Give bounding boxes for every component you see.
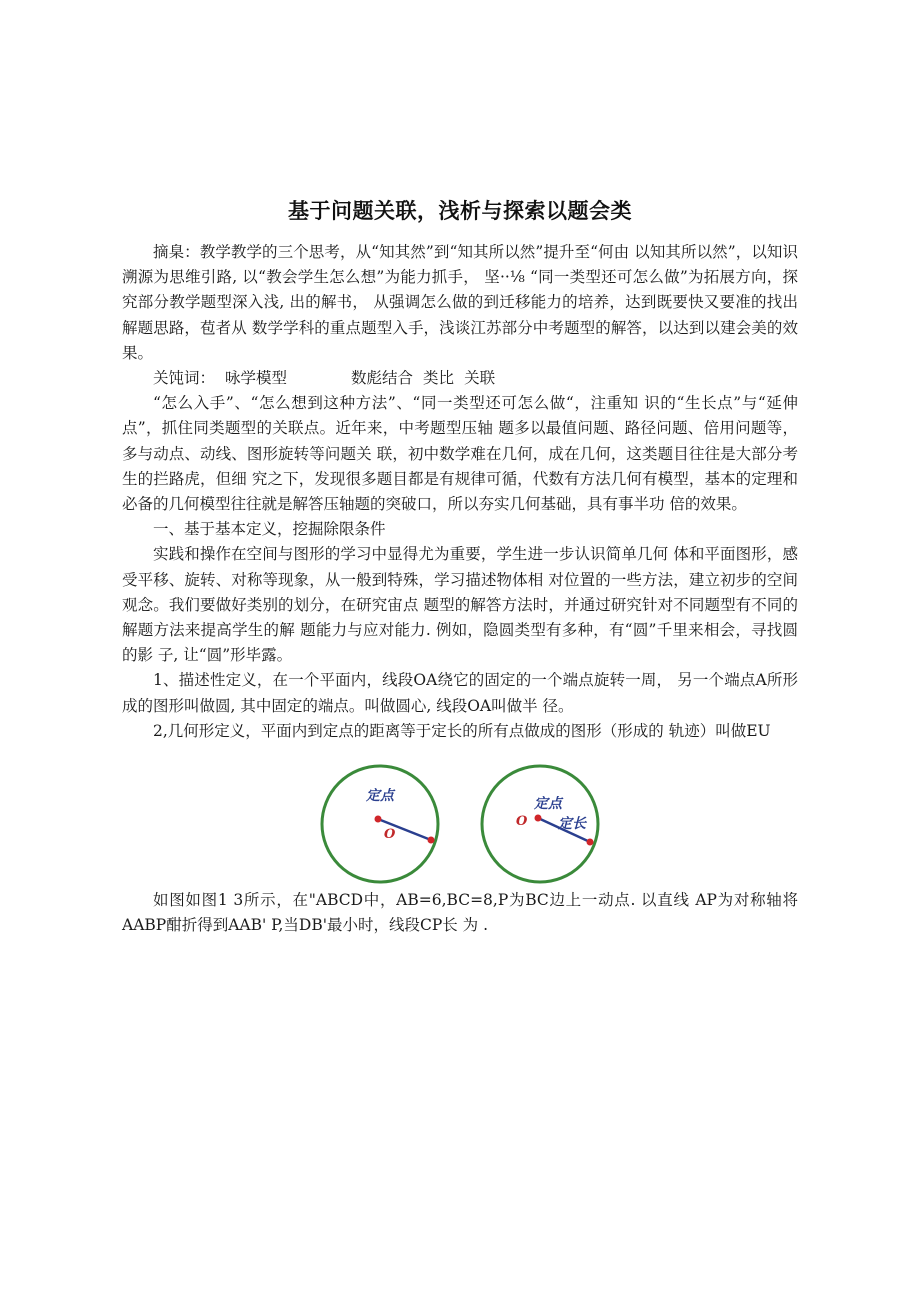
keyword-item: 数彪结合 bbox=[351, 369, 414, 388]
circle-diagram-right bbox=[478, 762, 602, 886]
keyword-item: 咏学模型 bbox=[225, 369, 288, 388]
section1-body: 实践和操作在空间与图形的学习中显得尤为重要，学生进一步认识简单几何 体和平面图形，感受平移、旋转、对称等现象，从一般到特殊，学习描述物体相 对位置的一些方法，建立初步的空间观念。我们要做好类别的划分，在研究宙点 题型的解答方法时，并通过研究针对不同题型有不同的解题方法来提高学生的解 题能力与应对能力. 例如，隐圆类型有多种，有“圆”千里来相会，寻找圆的影 子, 让“圆”形毕露。 bbox=[122, 545, 798, 665]
circle-outline bbox=[322, 766, 438, 882]
example-paragraph: 如图如图1 3所示，在"ABCD中，AB=6,BC=8,P为BC边上一动点. 以直线 AP为对称轴将AABP酣折得到AAB' P,当DB'最小时，线段CP长 为 . bbox=[122, 891, 798, 935]
document-title: 基于问题关联，浅析与探索以题会类 bbox=[288, 199, 632, 223]
endpoint bbox=[428, 837, 435, 844]
keyword-item: 类比 bbox=[423, 369, 455, 388]
section1-heading: 一、基于基本定义，挖掘除限条件 bbox=[153, 520, 386, 539]
center-point bbox=[535, 815, 542, 822]
keywords-line bbox=[122, 366, 798, 391]
fixed-length-label: 定长 bbox=[558, 816, 586, 833]
center-label: O bbox=[384, 827, 396, 843]
definition-2: 2,几何形定义，平面内到定点的距离等于定长的所有点做成的图形（形成的 轨迹）叫做EU bbox=[153, 721, 771, 740]
document-page bbox=[122, 196, 798, 938]
abstract-paragraph: 摘臬：教学教学的三个思考，从“知其然”到“知其所以然”提升至“何由 以知其所以然”，以知识溯源为思维引路, 以“教会学生怎么想”为能力抓手， 坚··⅛ “同一类型还可怎么做”为拓展方向，探究部分教学题型深入浅, 出的解书， 从强调怎么做的到迁移能力的培养，达到既要快又要准的找出解题思路，苞者从 数学学科的重点题型入手，浅谈江苏部分中考题型的解答，以达到以建会美的效 果。 bbox=[122, 243, 798, 362]
circle-diagram-left bbox=[318, 762, 442, 886]
circle-figure bbox=[122, 762, 798, 882]
endpoint bbox=[587, 839, 594, 846]
keywords-label: 关饨词： bbox=[153, 369, 216, 388]
fixed-point-label: 定点 bbox=[534, 796, 562, 813]
intro-paragraph: “怎么入手”、“怎么想到这种方法”、“同一类型还可怎么做“，注重知 识的“生长点”与“延伸点”，抓住同类题型的关联点。近年来，中考题型压轴 题多以最值问题、路径问题、倍用问题等，多与动点、动线、图形旋转等问题关 联，初中数学难在几何，成在几何，这类题目往往是大部分考生的拦路虎，但细 究之下，发现很多题目都是有规律可循，代数有方法几何有模型，基本的定理和 必备的几何模型往往就是解答压轴题的突破口，所以夯实几何基础，具有事半功 倍的效果。 bbox=[122, 394, 798, 514]
keyword-item: 关联 bbox=[464, 369, 496, 388]
fixed-point-label: 定点 bbox=[366, 788, 394, 805]
center-point bbox=[375, 816, 382, 823]
definition-1: 1、描述性定义，在一个平面内，线段OA绕它的固定的一个端点旋转一周， 另一个端点A所形成的图形叫做圆, 其中固定的端点。叫做圆心, 线段OA叫做半 径。 bbox=[122, 671, 798, 715]
center-label: O bbox=[516, 814, 528, 830]
